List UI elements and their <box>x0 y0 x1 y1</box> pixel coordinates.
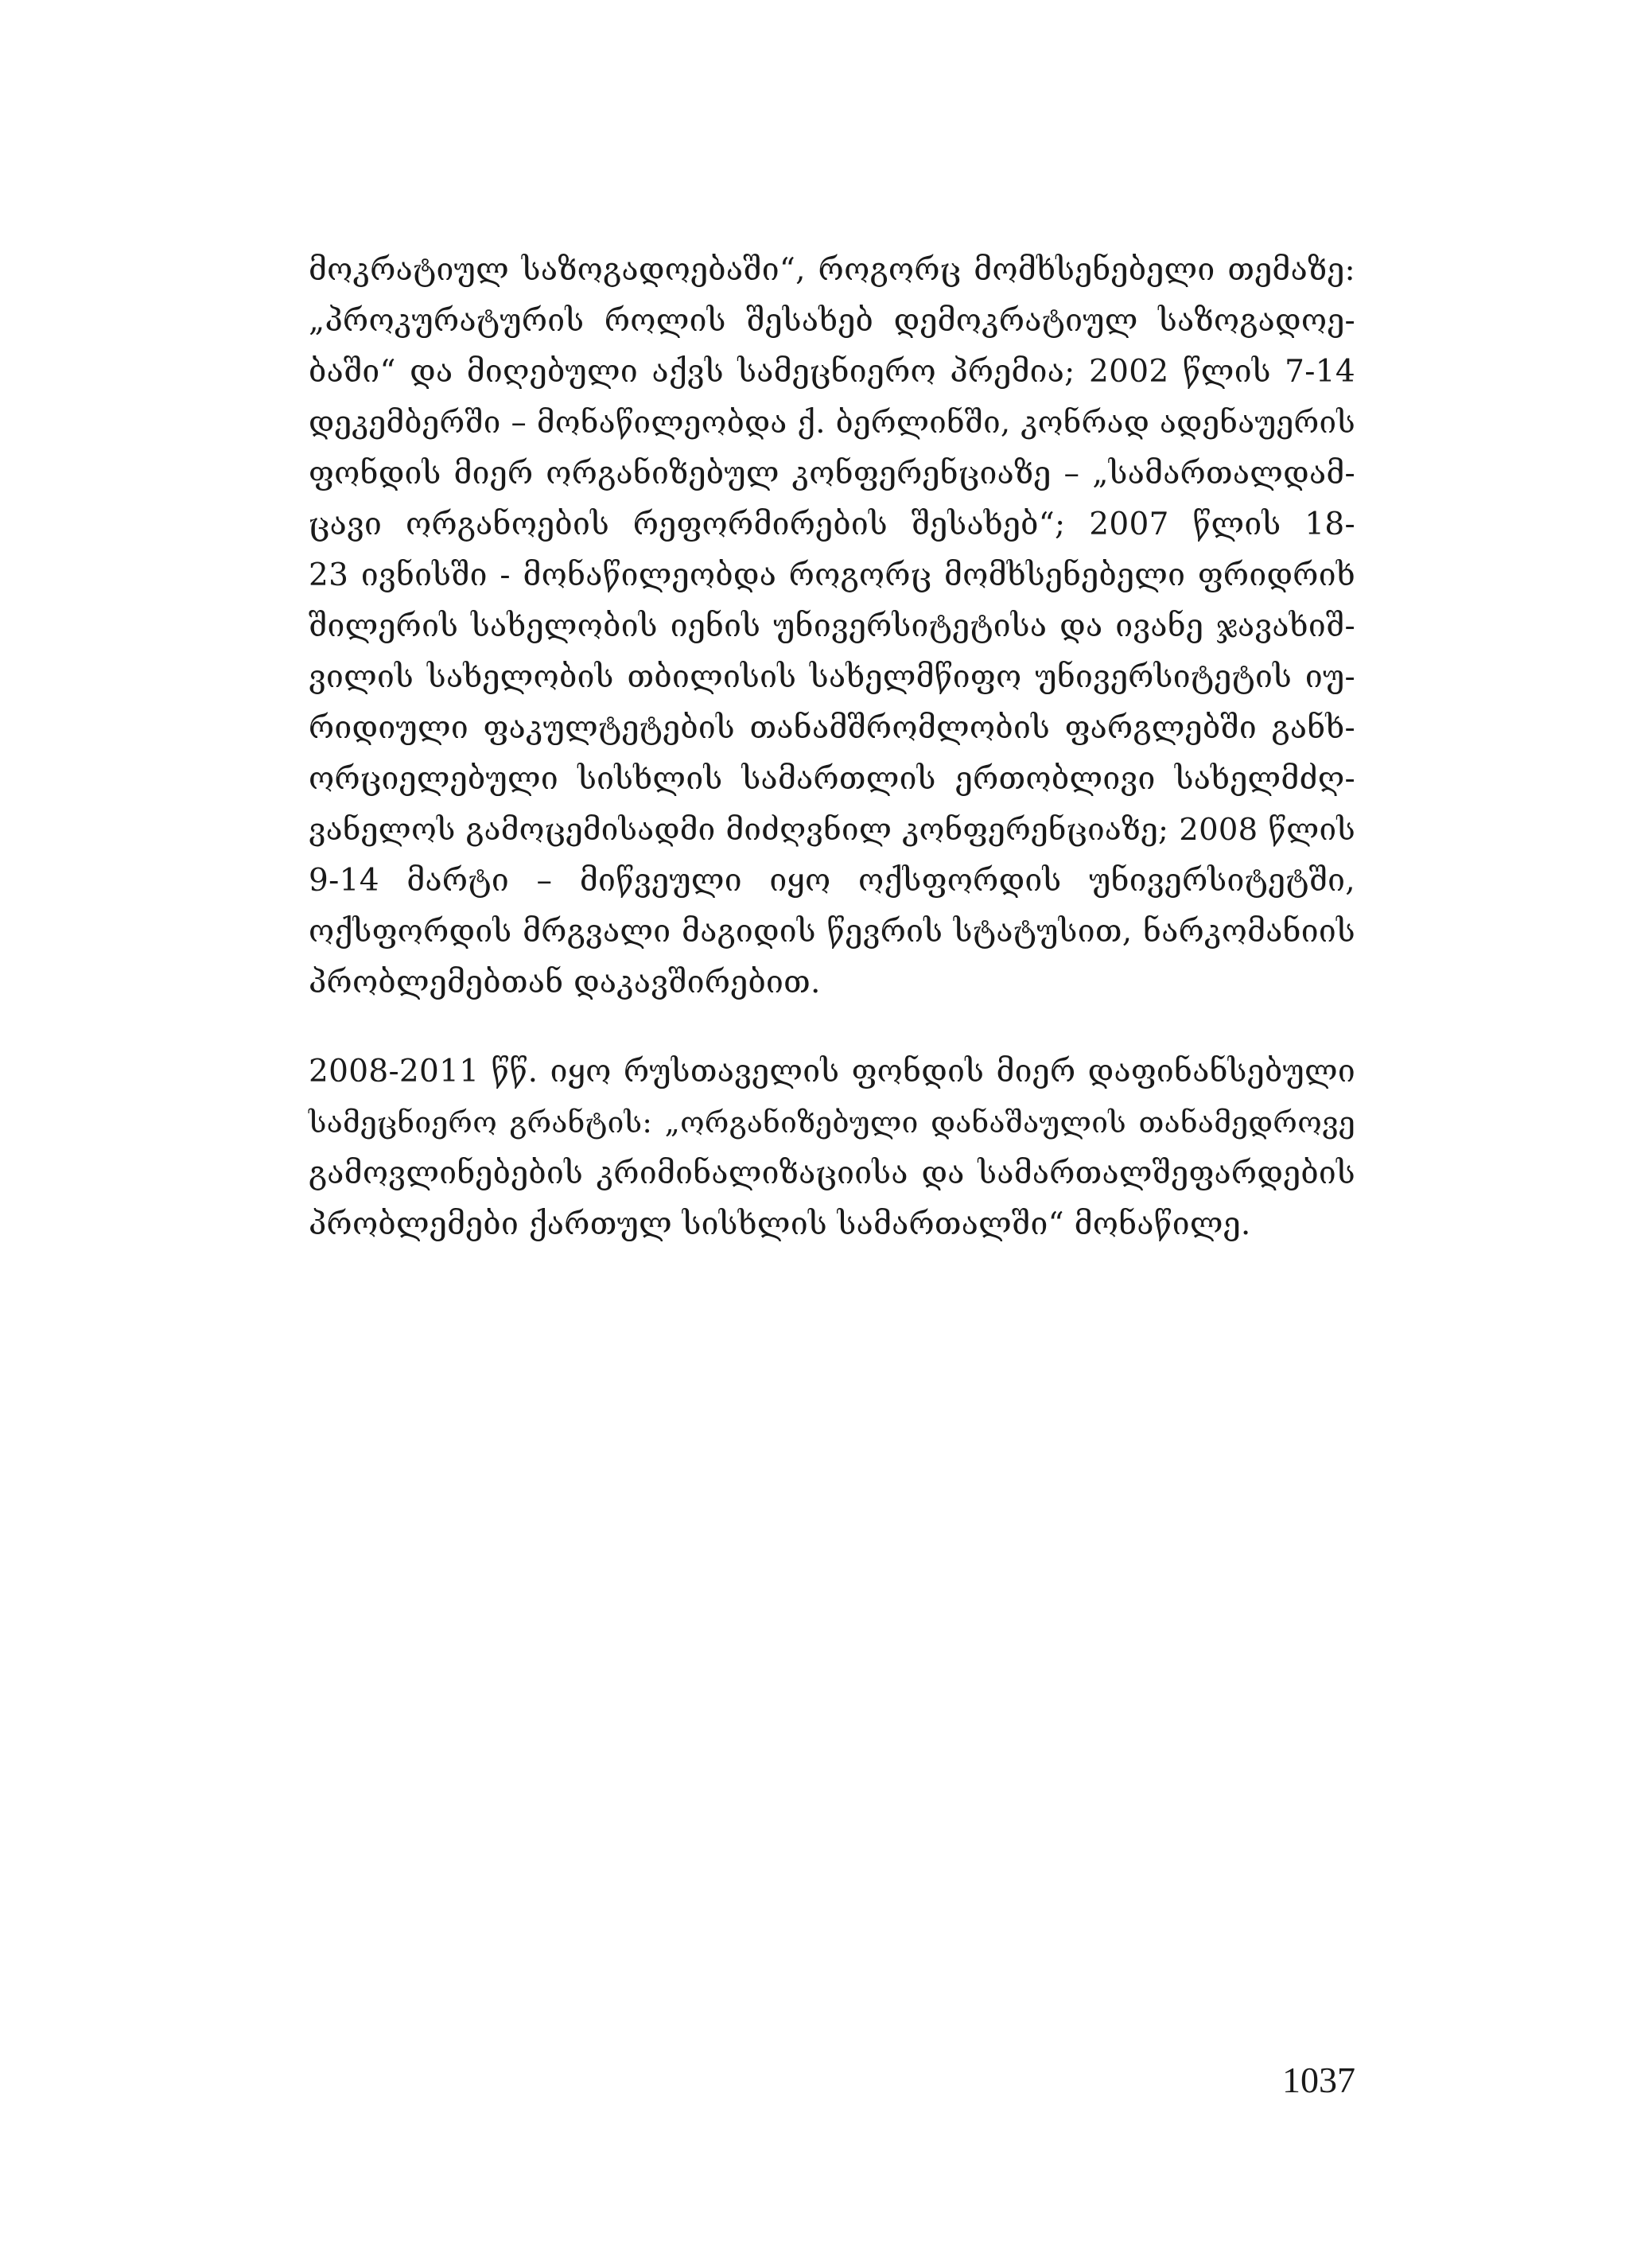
text-line: რიდიული ფაკულტეტების თანამშრომლობის ფარგლებში განხ- <box>309 710 1355 746</box>
text-line: ორციელებული სისხლის სამართლის ერთობლივი სახელმძღ- <box>309 761 1355 797</box>
page-number: 1037 <box>1282 2060 1355 2100</box>
text-line: ვილის სახელობის თბილისის სახელმწიფო უნივერსიტეტის იუ- <box>309 659 1355 695</box>
text-line: სამეცნიერო გრანტის: „ორგანიზებული დანაშაულის თანამედროვე <box>309 1105 1355 1140</box>
text-line: ფონდის მიერ ორგანიზებულ კონფერენციაზე – „სამართალდამ- <box>309 456 1355 491</box>
text-line: შილერის სახელობის იენის უნივერსიტეტისა და ივანე ჯავახიშ- <box>309 608 1355 644</box>
paragraph-1 <box>309 245 1355 1008</box>
text-line: პრობლემები ქართულ სისხლის სამართალში“ მონაწილე. <box>309 1206 1251 1242</box>
text-line: გამოვლინებების კრიმინალიზაციისა და სამართალშეფარდების <box>309 1155 1355 1191</box>
text-line: 23 ივნისში - მონაწილეობდა როგორც მომხსენებელი ფრიდრიხ <box>309 557 1355 593</box>
text-line: 9-14 მარტი – მიწვეული იყო ოქსფორდის უნივერსიტეტში, <box>309 863 1355 899</box>
text-line: „პროკურატურის როლის შესახებ დემოკრატიულ საზოგადოე- <box>309 303 1355 339</box>
paragraph-2 <box>309 1047 1355 1250</box>
text-line: ბაში“ და მიღებული აქვს სამეცნიერო პრემია; 2002 წლის 7-14 <box>309 354 1355 390</box>
text-line: დეკემბერში – მონაწილეობდა ქ. ბერლინში, კონრად ადენაუერის <box>309 405 1355 441</box>
text-line: ოქსფორდის მრგვალი მაგიდის წევრის სტატუსით, ნარკომანიის <box>309 914 1355 950</box>
text-line: ვანელოს გამოცემისადმი მიძღვნილ კონფერენციაზე; 2008 წლის <box>309 812 1355 848</box>
text-line: 2008-2011 წწ. იყო რუსთაველის ფონდის მიერ დაფინანსებული <box>309 1054 1355 1089</box>
text-line: ცავი ორგანოების რეფორმირების შესახებ“; 2007 წლის 18- <box>309 507 1355 542</box>
text-line: მოკრატიულ საზოგადოებაში“, როგორც მომხსენებელი თემაზე: <box>309 252 1355 288</box>
text-line: პრობლემებთან დაკავშირებით. <box>309 965 821 1000</box>
